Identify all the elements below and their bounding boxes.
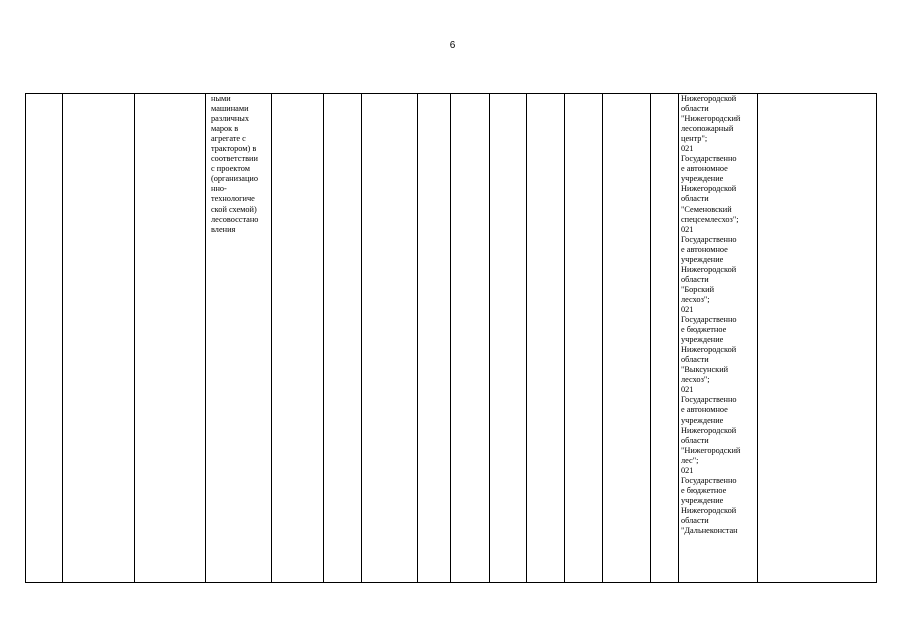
table-cell bbox=[527, 94, 565, 583]
page-number: 6 bbox=[449, 40, 456, 51]
table-row bbox=[26, 94, 877, 583]
table-cell bbox=[490, 94, 527, 583]
table-cell bbox=[362, 94, 418, 583]
table-cell-work-method bbox=[206, 94, 272, 583]
table-cell bbox=[272, 94, 324, 583]
table-cell bbox=[651, 94, 679, 583]
data-table bbox=[25, 93, 877, 583]
table-cell bbox=[758, 94, 877, 583]
table-cell bbox=[565, 94, 603, 583]
table-cell bbox=[63, 94, 135, 583]
table-cell bbox=[603, 94, 651, 583]
table-cell bbox=[26, 94, 63, 583]
work-method-text: ными машинами различных марок в агрегате с трактором) в соответствии с проектом (организацио нно- технологиче ской схемой) лесовосстано вления bbox=[211, 94, 259, 234]
table-cell bbox=[135, 94, 206, 583]
table-cell bbox=[451, 94, 490, 583]
executors-text: Нижегородской области "Нижегородский лесопожарный центр"; 021 Государственно е автономное учреждение Нижегородской области "Семеновский спецсемлесхоз"; 021 Государственно е автономное учреждение Нижегородской области "Борский лесхоз"; 021 Государственно е бюджетное учреждение Нижегородской области "Выксунский лесхоз"; 021 Государственно е автономное учреждение Нижегородской области "Нижегородский лес"; 021 Государственно е бюджетное учреждение Нижегородской области "Дальнеконстан bbox=[681, 94, 741, 536]
table-cell bbox=[324, 94, 362, 583]
table-cell-executors bbox=[679, 94, 758, 583]
table-cell bbox=[418, 94, 451, 583]
